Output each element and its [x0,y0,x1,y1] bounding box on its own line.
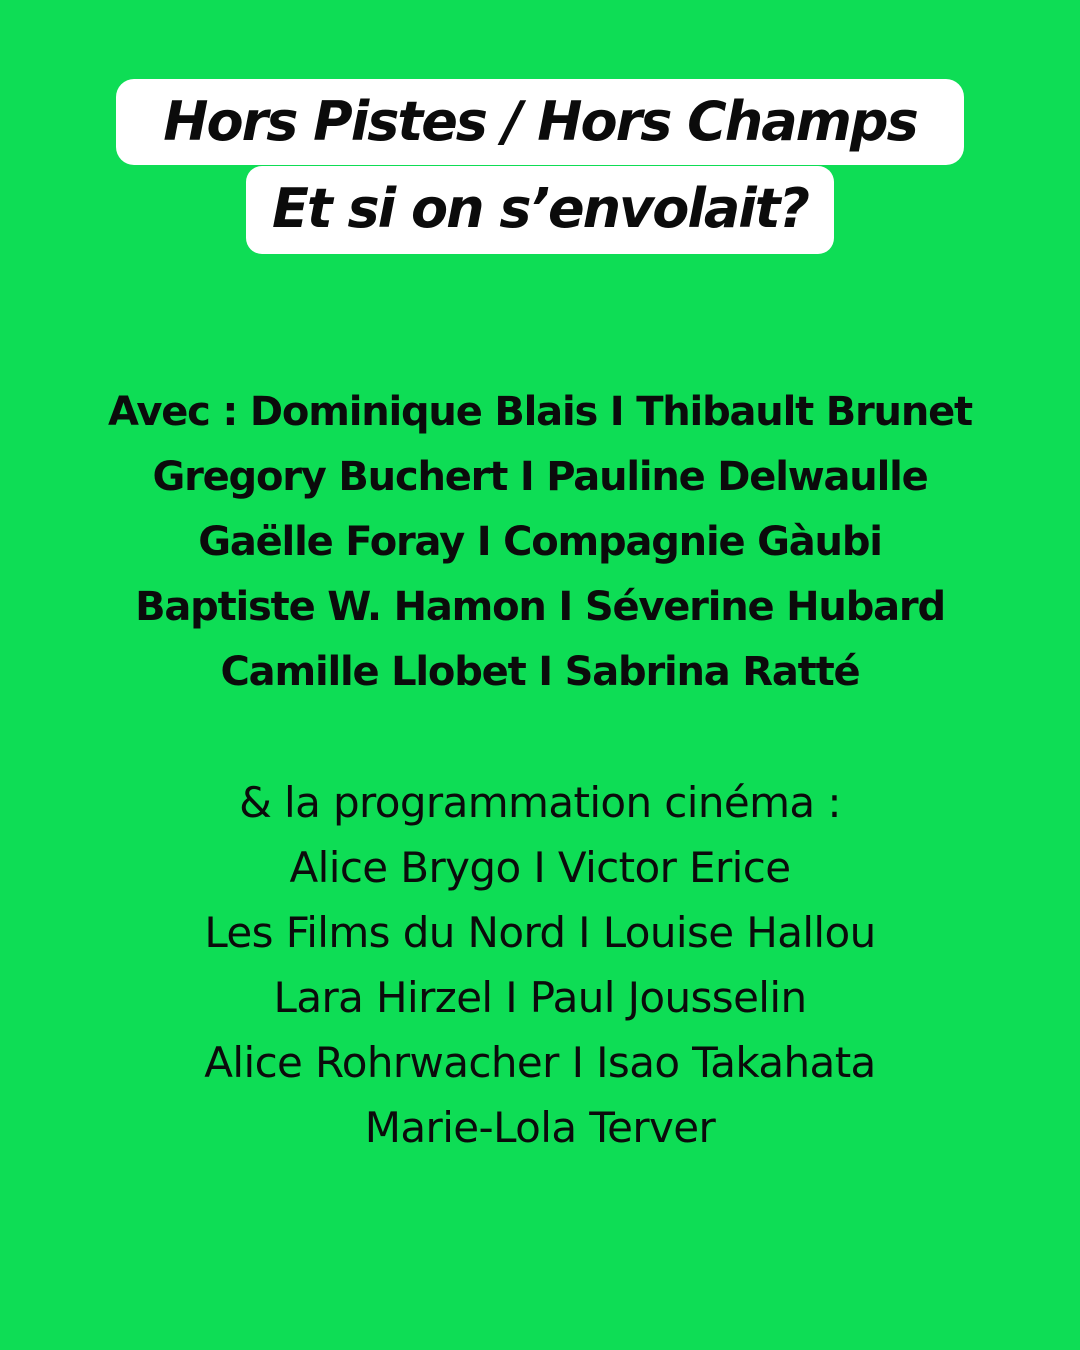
cinema-heading: & la programmation cinéma : [239,778,841,827]
cinema-line: Alice Brygo I Victor Erice [289,843,791,892]
cinema-line: Alice Rohrwacher I Isao Takahata [204,1038,876,1087]
artists-line: Avec : Dominique Blais I Thibault Brunet [108,389,972,435]
cinema-line: Les Films du Nord I Louise Hallou [204,908,876,957]
title-line-2-wrapper [0,166,1080,254]
artists-line: Gaëlle Foray I Compagnie Gàubi [198,519,882,565]
title-line-1-wrapper [0,79,1080,165]
cinema-line: Marie-Lola Terver [364,1103,716,1152]
title-line-2: Et si on s’envolait? [246,166,834,254]
artists-list [0,380,1080,705]
title-line-1: Hors Pistes / Hors Champs [116,79,964,165]
cinema-line: Lara Hirzel I Paul Jousselin [273,973,807,1022]
artists-line: Gregory Buchert I Pauline Delwaulle [152,454,928,500]
artists-line: Baptiste W. Hamon I Séverine Hubard [135,584,945,630]
cinema-programme [0,770,1080,1160]
artists-line: Camille Llobet I Sabrina Ratté [220,649,860,695]
